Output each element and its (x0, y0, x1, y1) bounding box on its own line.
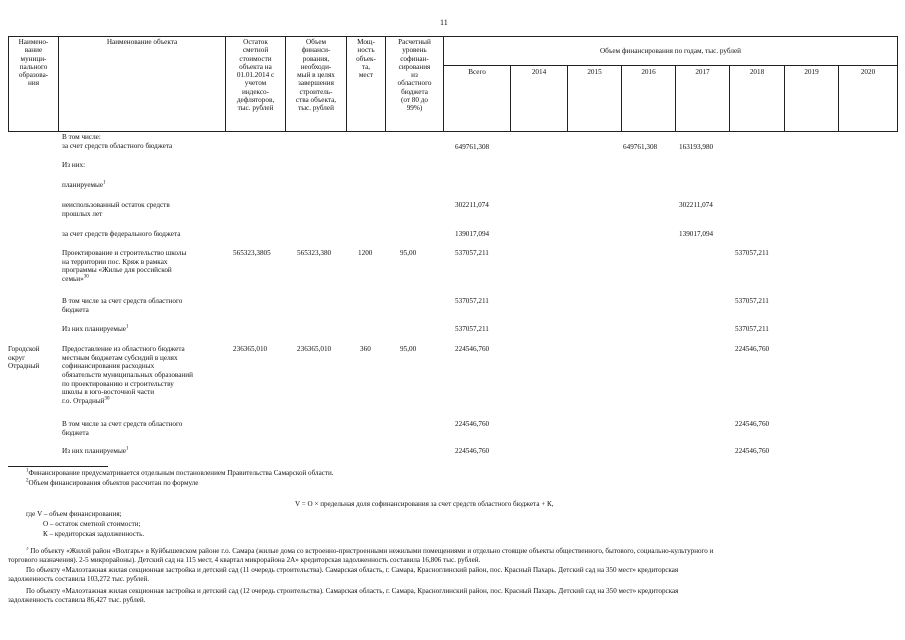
row-label: Из них: (62, 161, 86, 169)
footnote-3-line: торгового назначения). 2-5 микрорайоны). Детский сад на 115 мест, 4 квартал микрорайона 2А» кредиторская задолженность составила 16,806 тыс. рублей. (8, 556, 481, 564)
row-level: 95,00 (400, 345, 417, 353)
formula-where: где V – объем финансирования; (26, 510, 122, 518)
row-total: 224546,760 (455, 345, 490, 353)
row-2016: 649761,308 (623, 143, 658, 151)
row-label: Проектирование и строительство школы на территории пос. Кряж в рамках программы «Жилье для российской семьи»$^{30}$ (62, 249, 187, 283)
header-capacity: Мощ- ность объек- та, мест (356, 38, 376, 80)
row-label: неиспользованный остаток средств прошлых лет (62, 201, 170, 218)
footnote-3-line: По объекту «Малоэтажная жилая секционная застройка и детский сад (11 очередь строительства). Самарская область, г. Самара, Красноглинский район, пос. Красный Пахарь. Детский сад на 350 мест» кредиторская (26, 566, 679, 574)
row-2018: 224546,760 (735, 345, 770, 353)
row-total: 537057,211 (455, 297, 489, 305)
row-total: 224546,760 (455, 420, 490, 428)
footnote-3-line: По объекту «Малоэтажная жилая секционная застройка и детский сад (12 очередь строительства). Самарская область, г. Самара, Красноглинский район, пос. Красный Пахарь. Детский сад на 350 мест» кредиторская (26, 587, 679, 595)
row-capacity: 1200 (358, 249, 373, 257)
row-capacity: 360 (360, 345, 371, 353)
row-level: 95,00 (400, 249, 417, 257)
footnote-3: $^3$ По объекту «Жилой район «Волгарь» в Куйбышевском районе г.о. Самара (жилые дома со встроенно-пристроенными нежилыми помещениями и отдельно стоящие объекты общественного, бытового, социально-культурного и (26, 547, 714, 555)
row-label: за счет средств федерального бюджета (62, 230, 181, 238)
page-number: 11 (440, 18, 448, 27)
row-2018: 537057,211 (735, 325, 769, 333)
formula-k-definition: К – кредиторская задолженность. (43, 530, 145, 538)
footnote-3-line: задолженность составила 103,272 тыс. рублей. (8, 575, 150, 583)
header-object: Наименование объекта (106, 38, 178, 46)
footnote-3-line: задолженность составила 86,427 тыс. рублей. (8, 596, 146, 604)
row-label: В том числе: за счет средств областного бюджета (62, 133, 173, 150)
row-total: 537057,211 (455, 325, 489, 333)
row-total: 649761,308 (455, 143, 490, 151)
formula-o-definition: О – остаток сметной стоимости; (43, 520, 141, 528)
row-2017: 163193,980 (679, 143, 714, 151)
footnote-divider (8, 466, 108, 467)
header-year: 2020 (860, 68, 876, 76)
header-year: 2018 (749, 68, 765, 76)
header-financing-by-year: Объем финансирования по годам, тыс. рублей (599, 47, 742, 55)
row-total: 537057,211 (455, 249, 489, 257)
header-level: Расчетный уровень софинан- сирования из областного бюджета (от 80 до 99%) (397, 38, 432, 113)
row-remaining: 236365,010 (233, 345, 268, 353)
formula: V = O × предельная доля софинансирования за счет средств областного бюджета + К, (295, 500, 554, 508)
row-2018: 537057,211 (735, 297, 769, 305)
row-2018: 224546,760 (735, 420, 770, 428)
row-2018: 537057,211 (735, 249, 769, 257)
row-label: Из них планируемые$^1$ (62, 324, 129, 333)
row-2017: 302211,074 (679, 201, 713, 209)
header-municipality: Наимено- вание муници- пального образова- ния (18, 38, 49, 88)
header-year: 2017 (695, 68, 710, 76)
row-total: 224546,760 (455, 447, 490, 455)
row-label: В том числе за счет средств областного бюджета (62, 297, 183, 314)
row-2018: 224546,760 (735, 447, 770, 455)
row-label: Из них планируемые$^1$ (62, 446, 129, 455)
header-year: 2016 (641, 68, 656, 76)
header-remaining: Остаток сметной стоимости объекта на 01.01.2014 с учетом индексо- дефляторов, тыс. рублей (236, 38, 275, 113)
row-total: 302211,074 (455, 201, 489, 209)
row-municipality: Городской округ Отрадный (8, 345, 40, 371)
header-total: Всего (468, 68, 486, 76)
row-volume: 236365,010 (297, 345, 332, 353)
row-remaining: 565323,3805 (233, 249, 271, 257)
footnote-1: $^1$Финансирование предусматривается отдельным постановлением Правительства Самарской области. (26, 468, 334, 477)
row-label: В том числе за счет средств областного бюджета (62, 420, 183, 437)
header-year: 2019 (804, 68, 819, 76)
header-year: 2014 (531, 68, 547, 76)
header-volume: Объем финанси- рования, необходи- мый в целях завершения строитель- ства объекта, тыс. рублей (295, 38, 337, 113)
row-total: 139017,094 (455, 230, 490, 238)
row-label: Предоставление из областного бюджета местным бюджетам субсидий в целях софинансирования расходных обязательств муниципальных образований по проектированию и строительству школы в юго-восточной части г.о. Отрадный$^{30}$ (62, 345, 193, 405)
row-label: планируемые$^1$ (62, 180, 106, 189)
row-volume: 565323,380 (297, 249, 332, 257)
header-year: 2015 (587, 68, 602, 76)
footnote-2: $^2$Объем финансирования объектов рассчитан по формуле (26, 478, 199, 487)
row-2017: 139017,094 (679, 230, 714, 238)
